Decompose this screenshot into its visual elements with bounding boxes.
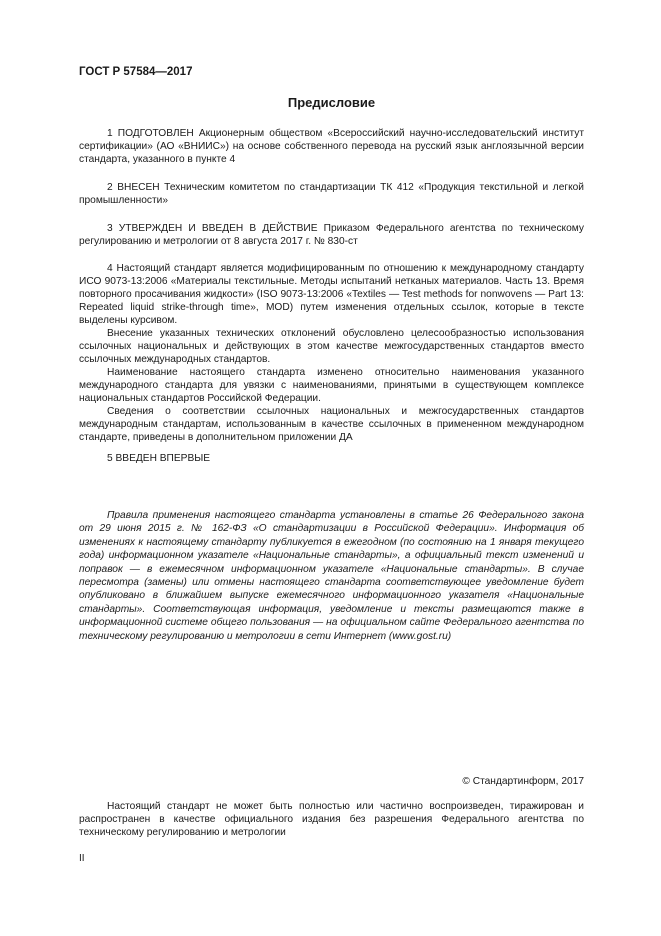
reproduction-notice <box>79 800 584 839</box>
section-3-text: 3 УТВЕРЖДЕН И ВВЕДЕН В ДЕЙСТВИЕ Приказом Федерального агентства по техническому регулированию и метрологии от 8 августа 2017 г. № 830-ст <box>79 223 584 247</box>
section-4-para-3: Наименование настоящего стандарта изменено относительно наименования указанного международного стандарта для увязки с наименованиями, принятыми в существующем комплексе национальных стандартов Российской Федерации. <box>79 367 584 404</box>
section-1-text: 1 ПОДГОТОВЛЕН Акционерным обществом «Всероссийский научно-исследовательский институт сертификации» (АО «ВНИИС») на основе собственного перевода на русский язык англоязычной версии стандарта, указанного в пункте 4 <box>79 128 584 165</box>
document-code: ГОСТ Р 57584—2017 <box>79 66 193 78</box>
section-5-text: 5 ВВЕДЕН ВПЕРВЫЕ <box>107 453 211 464</box>
section-4-para-1: 4 Настоящий стандарт является модифицированным по отношению к международному стандарту ИСО 9073-13:2006 «Материалы текстильные. Методы испытаний нетканых материалов. Часть 13. Время повторного просачивания жидкости» (ISO 9073-13:2006 «Textiles — Test methods for nonwovens — Part 13: Repeated liquid strike-through time», MOD) путем изменения отдельных ссылок, которые в тексте выделены курсивом. <box>79 263 584 326</box>
section-2-text: 2 ВНЕСЕН Техническим комитетом по стандартизации ТК 412 «Продукция текстильной и легкой промышленности» <box>79 182 584 206</box>
page-title: Предисловие <box>287 95 376 110</box>
page-number: II <box>79 853 85 864</box>
section-4-para-4: Сведения о соответствии ссылочных национальных и межгосударственных стандартов международным стандартам, использованным в качестве ссылочных в примененном международном стандарте, приведены в дополнительном приложении ДА <box>79 406 584 443</box>
notice-text: Правила применения настоящего стандарта установлены в статье 26 Федерального закона от 29 июня 2015 г. № 162-ФЗ «О стандартизации в Российской Федерации». Информация об изменениях к настоящему стандарту публикуется в ежегодном (по состоянию на 1 января текущего года) информационном указателе «Национальные стандарты», а официальный текст изменений и поправок — в ежемесячном информационном указателе «Национальные стандарты». В случае пересмотра (замены) или отмены настоящего стандарта соответствующее уведомление будет опубликовано в ближайшем выпуске ежемесячного информационного указателя «Национальные стандарты». Соответствующая информация, уведомление и тексты размещаются также в информационной системе общего пользования — на официальном сайте Федерального агентства по техническому регулированию и метрологии в сети Интернет (www.gost.ru) <box>79 510 584 642</box>
section-1 <box>79 127 584 166</box>
section-4 <box>79 262 584 444</box>
footer-text: Настоящий стандарт не может быть полностью или частично воспроизведен, тиражирован и распространен в качестве официального издания без разрешения Федерального агентства по техническому регулированию и метрологии <box>79 801 584 838</box>
section-5 <box>79 452 584 465</box>
section-4-para-2: Внесение указанных технических отклонений обусловлено целесообразностью использования ссылочных национальных и действующих в этом качестве межгосударственных стандартов вместо ссылочных международных стандартов. <box>79 328 584 365</box>
application-rules-notice <box>79 509 584 643</box>
section-2 <box>79 181 584 207</box>
copyright: © Стандартинформ, 2017 <box>462 776 584 787</box>
section-3 <box>79 222 584 248</box>
